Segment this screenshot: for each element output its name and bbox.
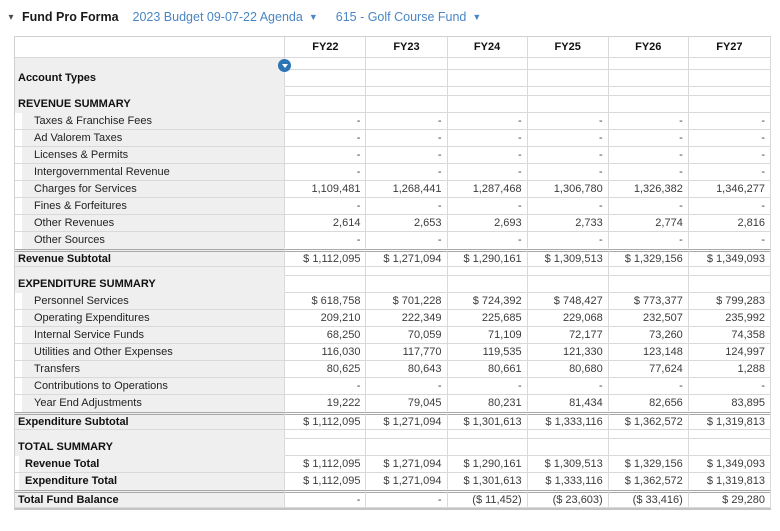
value-cell: -	[528, 147, 609, 164]
row-label	[15, 87, 285, 96]
row-label: EXPENDITURE SUMMARY	[15, 276, 285, 293]
value-cell: 1,268,441	[366, 181, 447, 198]
value-cell	[528, 70, 609, 87]
value-cell: -	[366, 164, 447, 181]
value-cell: $ 724,392	[448, 293, 528, 310]
value-cell	[528, 87, 609, 96]
table-row-taxes-franchise-fees	[15, 113, 771, 130]
value-cell: $ 1,301,613	[448, 412, 528, 430]
column-header-fy25: FY25	[528, 37, 609, 58]
value-cell	[285, 276, 366, 293]
value-cell: -	[689, 232, 771, 249]
corner-header-cell	[15, 37, 285, 58]
pro-forma-table	[14, 36, 771, 510]
table-row-revenue-summary	[15, 96, 771, 113]
row-label: Intergovernmental Revenue	[15, 164, 285, 181]
value-cell	[448, 70, 528, 87]
value-cell: 80,680	[528, 361, 609, 378]
value-cell: ($ 11,452)	[448, 490, 528, 508]
row-label: Taxes & Franchise Fees	[15, 113, 285, 130]
value-cell: ($ 23,603)	[528, 490, 609, 508]
table-row-year-end-adjustments	[15, 395, 771, 412]
value-cell: $ 1,112,095	[285, 473, 366, 490]
value-cell	[285, 439, 366, 456]
value-cell: -	[609, 147, 689, 164]
value-cell	[528, 96, 609, 113]
value-cell	[366, 276, 447, 293]
value-cell: 235,992	[689, 310, 771, 327]
value-cell: 232,507	[609, 310, 689, 327]
value-cell: -	[285, 232, 366, 249]
value-cell: $ 1,329,156	[609, 249, 689, 267]
table-row-charges-for-services	[15, 181, 771, 198]
value-cell: $ 773,377	[609, 293, 689, 310]
value-cell: -	[609, 378, 689, 395]
value-cell: 68,250	[285, 327, 366, 344]
value-cell: 1,288	[689, 361, 771, 378]
value-cell: 72,177	[528, 327, 609, 344]
row-label: Other Sources	[15, 232, 285, 249]
value-cell: -	[689, 130, 771, 147]
value-cell: $ 1,309,513	[528, 456, 609, 473]
column-header-fy27: FY27	[689, 37, 771, 58]
column-header-fy26: FY26	[609, 37, 689, 58]
value-cell: -	[609, 198, 689, 215]
value-cell: 124,997	[689, 344, 771, 361]
value-cell: 119,535	[448, 344, 528, 361]
value-cell: $ 1,349,093	[689, 456, 771, 473]
column-header-fy23: FY23	[366, 37, 447, 58]
row-label: Revenue Total	[15, 456, 285, 473]
value-cell	[448, 58, 528, 70]
value-cell	[689, 87, 771, 96]
value-cell	[689, 439, 771, 456]
value-cell: 77,624	[609, 361, 689, 378]
value-cell	[528, 267, 609, 276]
value-cell	[285, 96, 366, 113]
value-cell: -	[528, 130, 609, 147]
value-cell: 1,326,382	[609, 181, 689, 198]
value-cell	[689, 267, 771, 276]
table-row-operating-expenditures	[15, 310, 771, 327]
value-cell: -	[366, 232, 447, 249]
value-cell: $ 1,333,116	[528, 473, 609, 490]
table-row-expenditure-total	[15, 473, 771, 490]
value-cell	[448, 430, 528, 439]
table-row-licenses-permits	[15, 147, 771, 164]
table-row-other-revenues	[15, 215, 771, 232]
value-cell	[448, 87, 528, 96]
pro-forma-table-container	[14, 36, 780, 510]
value-cell	[689, 58, 771, 70]
value-cell: ($ 33,416)	[609, 490, 689, 508]
value-cell: $ 1,362,572	[609, 473, 689, 490]
value-cell: -	[366, 130, 447, 147]
value-cell: -	[609, 130, 689, 147]
value-cell: $ 701,228	[366, 293, 447, 310]
value-cell: 229,068	[528, 310, 609, 327]
value-cell	[609, 58, 689, 70]
value-cell	[285, 70, 366, 87]
value-cell: -	[609, 164, 689, 181]
value-cell: -	[448, 130, 528, 147]
value-cell: $ 1,271,094	[366, 412, 447, 430]
value-cell: -	[366, 378, 447, 395]
column-header-fy22: FY22	[285, 37, 366, 58]
value-cell: 123,148	[609, 344, 689, 361]
value-cell: -	[448, 232, 528, 249]
value-cell: 73,260	[609, 327, 689, 344]
value-cell: 81,434	[528, 395, 609, 412]
value-cell: 121,330	[528, 344, 609, 361]
value-cell: 70,059	[366, 327, 447, 344]
table-row-other-sources	[15, 232, 771, 249]
value-cell: 225,685	[448, 310, 528, 327]
value-cell: -	[609, 232, 689, 249]
value-cell: 1,306,780	[528, 181, 609, 198]
value-cell: $ 799,283	[689, 293, 771, 310]
value-cell: -	[285, 113, 366, 130]
value-cell: $ 1,319,813	[689, 473, 771, 490]
value-cell: -	[285, 130, 366, 147]
value-cell: 80,625	[285, 361, 366, 378]
value-cell: $ 618,758	[285, 293, 366, 310]
value-cell: $ 748,427	[528, 293, 609, 310]
table-row-expenditure-subtotal	[15, 412, 771, 430]
row-label: Personnel Services	[15, 293, 285, 310]
chevron-down-icon: ▼	[308, 12, 318, 22]
value-cell: -	[366, 198, 447, 215]
table-row-intergovernmental-revenue	[15, 164, 771, 181]
value-cell	[285, 58, 366, 70]
value-cell: $ 1,349,093	[689, 249, 771, 267]
table-row-spacer-2	[15, 87, 771, 96]
budget-selector-label: 2023 Budget 09-07-22 Agenda	[132, 10, 303, 24]
row-label: TOTAL SUMMARY	[15, 439, 285, 456]
value-cell	[366, 439, 447, 456]
value-cell	[285, 430, 366, 439]
value-cell	[366, 58, 447, 70]
row-label: Total Fund Balance	[15, 490, 285, 508]
table-row-account-types	[15, 70, 771, 87]
value-cell: $ 1,290,161	[448, 249, 528, 267]
value-cell: 2,614	[285, 215, 366, 232]
value-cell: -	[366, 147, 447, 164]
value-cell	[689, 70, 771, 87]
fund-selector-dropdown[interactable]	[336, 10, 482, 24]
value-cell: -	[689, 113, 771, 130]
value-cell: -	[689, 164, 771, 181]
fund-selector-label: 615 - Golf Course Fund	[335, 10, 467, 24]
value-cell: $ 1,362,572	[609, 412, 689, 430]
value-cell: -	[689, 147, 771, 164]
value-cell: -	[448, 198, 528, 215]
page-title: Fund Pro Forma	[22, 10, 119, 24]
value-cell	[689, 276, 771, 293]
column-header-fy24: FY24	[448, 37, 528, 58]
value-cell: -	[609, 113, 689, 130]
value-cell	[366, 430, 447, 439]
value-cell: 117,770	[366, 344, 447, 361]
value-cell: -	[689, 198, 771, 215]
value-cell	[689, 96, 771, 113]
table-row-spacer-13	[15, 267, 771, 276]
value-cell: $ 1,112,095	[285, 249, 366, 267]
row-label	[15, 267, 285, 276]
row-label: Year End Adjustments	[15, 395, 285, 412]
table-header-row	[15, 37, 771, 58]
row-label: Charges for Services	[15, 181, 285, 198]
value-cell: 79,045	[366, 395, 447, 412]
table-row-utilities-and-other-expenses	[15, 344, 771, 361]
value-cell: 2,733	[528, 215, 609, 232]
table-row-personnel-services	[15, 293, 771, 310]
value-cell: 1,346,277	[689, 181, 771, 198]
row-label: Operating Expenditures	[15, 310, 285, 327]
value-cell: $ 1,112,095	[285, 456, 366, 473]
row-label: Fines & Forfeitures	[15, 198, 285, 215]
row-label	[15, 430, 285, 439]
row-label: Licenses & Permits	[15, 147, 285, 164]
value-cell	[366, 267, 447, 276]
value-cell: 2,653	[366, 215, 447, 232]
value-cell	[609, 439, 689, 456]
chevron-down-icon: ▼	[472, 12, 482, 22]
value-cell: $ 1,112,095	[285, 412, 366, 430]
row-label: Contributions to Operations	[15, 378, 285, 395]
value-cell: 80,661	[448, 361, 528, 378]
value-cell: 2,816	[689, 215, 771, 232]
value-cell	[609, 70, 689, 87]
row-label: Internal Service Funds	[15, 327, 285, 344]
value-cell	[689, 430, 771, 439]
table-row-transfers	[15, 361, 771, 378]
value-cell	[609, 96, 689, 113]
row-label: Ad Valorem Taxes	[15, 130, 285, 147]
table-row-expenditure-summary	[15, 276, 771, 293]
value-cell: -	[528, 232, 609, 249]
row-label: Expenditure Total	[15, 473, 285, 490]
row-label: REVENUE SUMMARY	[15, 96, 285, 113]
value-cell: $ 1,329,156	[609, 456, 689, 473]
value-cell: 116,030	[285, 344, 366, 361]
value-cell: $ 1,271,094	[366, 473, 447, 490]
value-cell: -	[528, 113, 609, 130]
value-cell	[366, 70, 447, 87]
value-cell	[366, 87, 447, 96]
value-cell: -	[285, 147, 366, 164]
value-cell: 209,210	[285, 310, 366, 327]
value-cell: $ 29,280	[689, 490, 771, 508]
value-cell	[528, 58, 609, 70]
value-cell: -	[285, 490, 366, 508]
row-label: Utilities and Other Expenses	[15, 344, 285, 361]
collapse-caret-icon[interactable]: ▾	[8, 11, 14, 23]
value-cell: 74,358	[689, 327, 771, 344]
value-cell: -	[528, 378, 609, 395]
value-cell	[448, 276, 528, 293]
row-label: Revenue Subtotal	[15, 249, 285, 267]
table-row-internal-service-funds	[15, 327, 771, 344]
table-row-revenue-total	[15, 456, 771, 473]
value-cell: -	[285, 198, 366, 215]
value-cell: 222,349	[366, 310, 447, 327]
value-cell: -	[448, 378, 528, 395]
budget-selector-dropdown[interactable]	[133, 10, 318, 24]
value-cell: -	[689, 378, 771, 395]
value-cell: $ 1,319,813	[689, 412, 771, 430]
value-cell: $ 1,333,116	[528, 412, 609, 430]
row-label: Expenditure Subtotal	[15, 412, 285, 430]
value-cell	[609, 276, 689, 293]
row-label: Account Types	[15, 70, 285, 87]
table-row-fines-forfeitures	[15, 198, 771, 215]
table-row-ad-valorem-taxes	[15, 130, 771, 147]
value-cell	[285, 87, 366, 96]
value-cell: $ 1,271,094	[366, 456, 447, 473]
value-cell: 82,656	[609, 395, 689, 412]
table-row-contributions-to-operations	[15, 378, 771, 395]
value-cell: 19,222	[285, 395, 366, 412]
table-row-spacer-23	[15, 430, 771, 439]
value-cell: 2,693	[448, 215, 528, 232]
row-label: Other Revenues	[15, 215, 285, 232]
value-cell	[609, 87, 689, 96]
value-cell: -	[448, 113, 528, 130]
caret-down-icon	[282, 64, 288, 68]
value-cell: -	[285, 378, 366, 395]
value-cell: -	[366, 490, 447, 508]
table-row-revenue-subtotal	[15, 249, 771, 267]
value-cell: -	[366, 113, 447, 130]
value-cell	[609, 430, 689, 439]
table-row-total-fund-balance	[15, 490, 771, 508]
value-cell: -	[448, 147, 528, 164]
row-label	[15, 58, 285, 70]
value-cell: 83,895	[689, 395, 771, 412]
value-cell: 1,287,468	[448, 181, 528, 198]
account-types-filter-icon[interactable]	[278, 59, 291, 72]
value-cell	[528, 430, 609, 439]
value-cell	[285, 267, 366, 276]
value-cell: 80,231	[448, 395, 528, 412]
value-cell: -	[528, 164, 609, 181]
value-cell: -	[528, 198, 609, 215]
toolbar	[0, 0, 780, 30]
value-cell: 1,109,481	[285, 181, 366, 198]
table-row-filter-0	[15, 58, 771, 70]
value-cell	[609, 267, 689, 276]
value-cell	[528, 276, 609, 293]
value-cell: $ 1,301,613	[448, 473, 528, 490]
value-cell	[366, 96, 447, 113]
table-row-total-summary	[15, 439, 771, 456]
value-cell: -	[285, 164, 366, 181]
value-cell: 71,109	[448, 327, 528, 344]
value-cell	[448, 267, 528, 276]
value-cell: $ 1,271,094	[366, 249, 447, 267]
value-cell: -	[448, 164, 528, 181]
row-label: Transfers	[15, 361, 285, 378]
value-cell: 80,643	[366, 361, 447, 378]
value-cell	[448, 96, 528, 113]
value-cell	[528, 439, 609, 456]
value-cell: $ 1,290,161	[448, 456, 528, 473]
value-cell: 2,774	[609, 215, 689, 232]
value-cell	[448, 439, 528, 456]
value-cell: $ 1,309,513	[528, 249, 609, 267]
